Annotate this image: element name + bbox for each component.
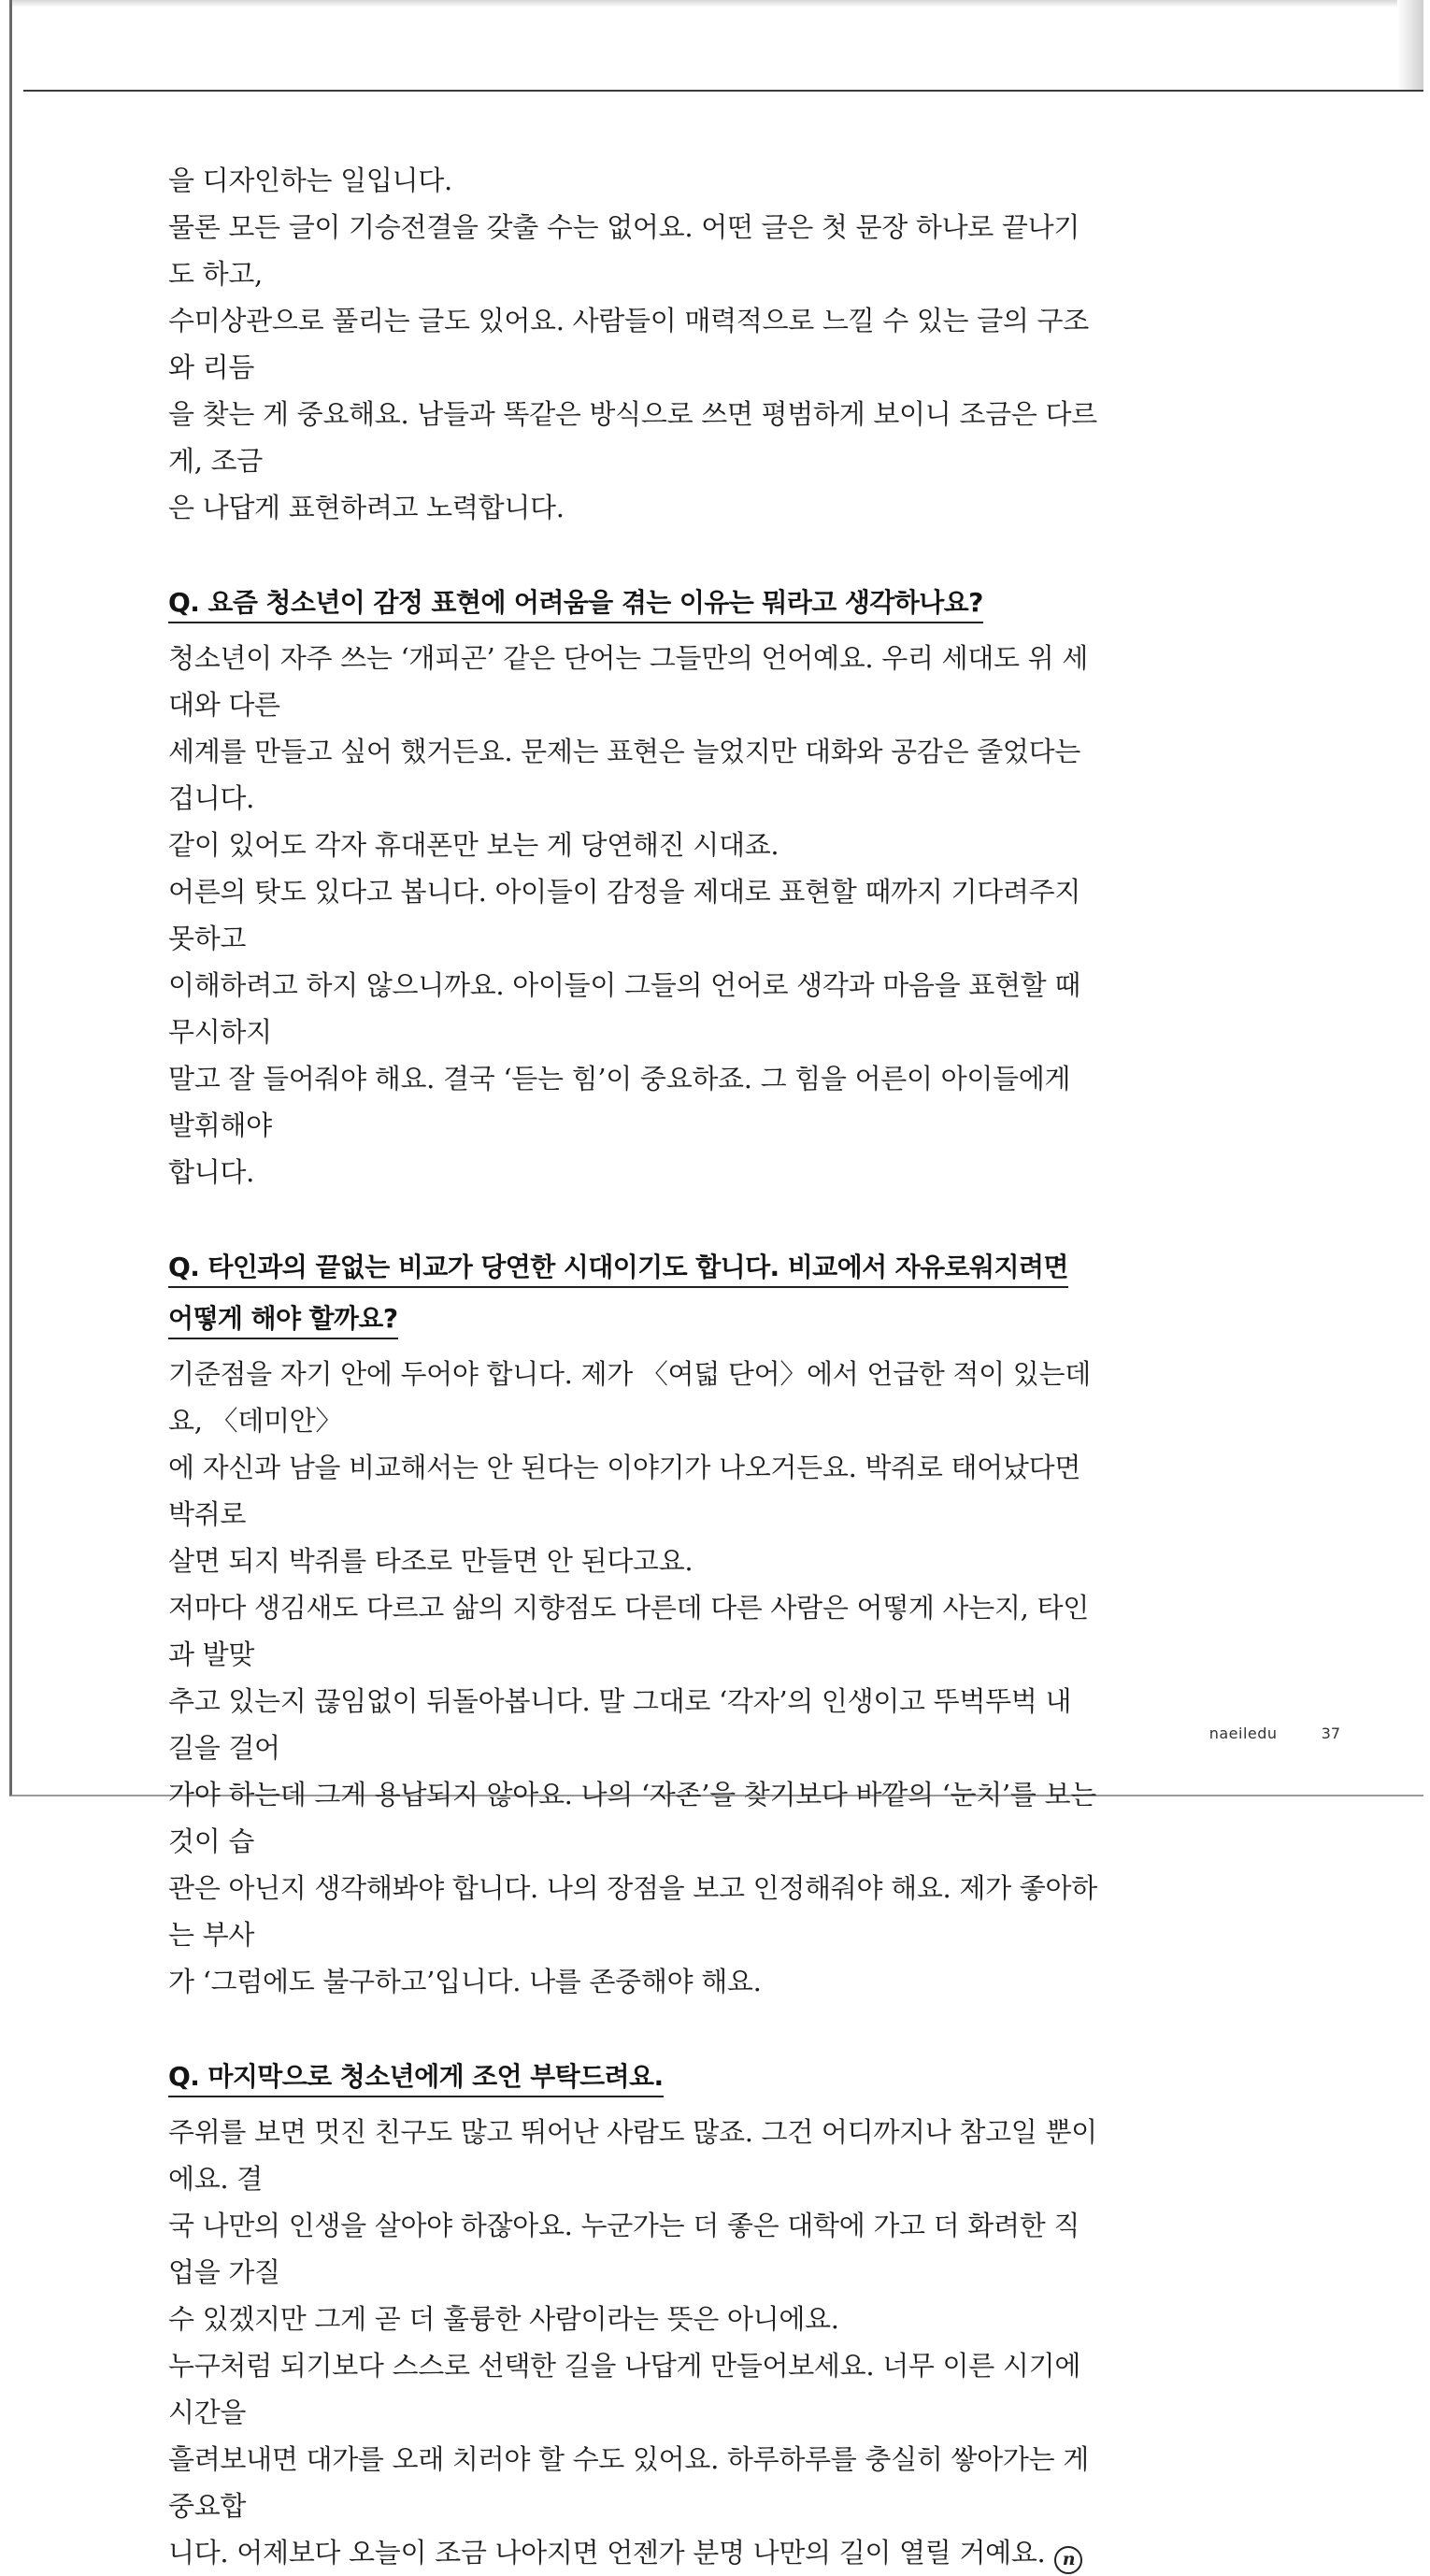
text-line: 살면 되지 박쥐를 타조로 만들면 안 된다고요. — [168, 1545, 694, 1577]
question-text: Q. 마지막으로 청소년에게 조언 부탁드려요. — [168, 2058, 664, 2097]
text-line: 청소년이 자주 쓰는 ‘개피곤’ 같은 단어는 그들만의 언어예요. 우리 세대도 위 세대와 다른 — [168, 642, 1088, 721]
text-line — [168, 2529, 1103, 2576]
question-heading-3 — [168, 2054, 1103, 2105]
text-line: 이해하려고 하지 않으니까요. 아이들이 그들의 언어로 생각과 마음을 표현할 때 무시하지 — [168, 969, 1081, 1048]
header-divider — [23, 90, 1423, 92]
text-line: 물론 모든 글이 기승전결을 갖출 수는 없어요. 어떤 글은 첫 문장 하나로 끝나기도 하고, — [168, 211, 1080, 290]
text-line-content: 니다. 어제보다 오늘이 조금 나아지면 언젠가 분명 나만의 길이 열릴 거예요. — [168, 2537, 1046, 2569]
page-footer — [1209, 1724, 1340, 1742]
answer-paragraph-1 — [168, 635, 1103, 1195]
text-line: 을 디자인하는 일입니다. — [168, 165, 452, 196]
text-line: 국 나만의 인생을 살아야 하잖아요. 누군가는 더 좋은 대학에 가고 더 화려한 직업을 가질 — [168, 2210, 1080, 2288]
text-line: 을 찾는 게 중요해요. 남들과 똑같은 방식으로 쓰면 평범하게 보이니 조금은 다르게, 조금 — [168, 398, 1097, 477]
text-line: 같이 있어도 각자 휴대폰만 보는 게 당연해진 시대죠. — [168, 829, 779, 861]
footer-brand: naeiledu — [1208, 1724, 1278, 1742]
question-heading-2 — [168, 1244, 1103, 1347]
text-line: 주위를 보면 멋진 친구도 많고 뛰어난 사람도 많죠. 그건 어디까지나 참고일 뿐이에요. 결 — [168, 2116, 1097, 2195]
question-text: Q. 요즘 청소년이 감정 표현에 어려움을 겪는 이유는 뭐라고 생각하나요? — [168, 584, 983, 623]
text-line: 흘려보내면 대가를 오래 치러야 할 수도 있어요. 하루하루를 충실히 쌓아가는 게 중요합 — [168, 2443, 1089, 2522]
text-line: 어른의 탓도 있다고 봅니다. 아이들이 감정을 제대로 표현할 때까지 기다려주지 못하고 — [168, 876, 1081, 954]
question-text: Q. 타인과의 끝없는 비교가 당연한 시대이기도 합니다. 비교에서 자유로워지려면 — [168, 1249, 1068, 1288]
text-line: 저마다 생김새도 다르고 삶의 지향점도 다른데 다른 사람은 어떻게 사는지, 타인과 발맞 — [168, 1592, 1089, 1670]
text-line: 합니다. — [168, 1156, 255, 1188]
text-line: 수 있겠지만 그게 곧 더 훌륭한 사람이라는 뜻은 아니에요. — [168, 2303, 839, 2335]
text-line: 관은 아닌지 생각해봐야 합니다. 나의 장점을 보고 인정해줘야 해요. 제가 좋아하는 부사 — [168, 1872, 1097, 1951]
intro-paragraph — [168, 157, 1103, 531]
text-line: 은 나답게 표현하려고 노력합니다. — [168, 492, 565, 523]
page-number: 37 — [1321, 1724, 1340, 1742]
question-text: 어떻게 해야 할까요? — [168, 1300, 398, 1339]
article-body — [168, 157, 1103, 2576]
text-line: 추고 있는지 끊임없이 뒤돌아봅니다. 말 그대로 ‘각자’의 인생이고 뚜벅뚜벅 내 길을 걸어 — [168, 1685, 1072, 1764]
text-line: 수미상관으로 풀리는 글도 있어요. 사람들이 매력적으로 느낄 수 있는 글의 구조와 리듬 — [168, 305, 1089, 383]
question-heading-1 — [168, 580, 1103, 631]
top-edge-shadow — [12, 0, 1423, 7]
text-line: 말고 잘 들어줘야 해요. 결국 ‘듣는 힘’이 중요하죠. 그 힘을 어른이 아이들에게 발휘해야 — [168, 1063, 1071, 1141]
text-line: 에 자신과 남을 비교해서는 안 된다는 이야기가 나오거든요. 박쥐로 태어났다면 박쥐로 — [168, 1452, 1081, 1530]
text-line: 세계를 만들고 싶어 했거든요. 문제는 표현은 늘었지만 대화와 공감은 줄었다는 겁니다. — [168, 736, 1081, 814]
answer-paragraph-3 — [168, 2109, 1103, 2576]
end-mark-icon: n — [1054, 2546, 1082, 2574]
page-edge-curl — [1397, 0, 1423, 90]
text-line: 가 ‘그럼에도 불구하고’입니다. 나를 존중해야 해요. — [168, 1966, 762, 1997]
text-line: 누구처럼 되기보다 스스로 선택한 길을 나답게 만들어보세요. 너무 이른 시기에 시간을 — [168, 2350, 1081, 2428]
text-line: 기준점을 자기 안에 두어야 합니다. 제가 〈여덟 단어〉에서 언급한 적이 있는데요, 〈데미안〉 — [168, 1358, 1091, 1437]
text-line: 가야 하는데 그게 용납되지 않아요. 나의 ‘자존’을 찾기보다 바깥의 ‘눈치’를 보는 것이 습 — [168, 1779, 1096, 1857]
answer-paragraph-2 — [168, 1351, 1103, 2005]
